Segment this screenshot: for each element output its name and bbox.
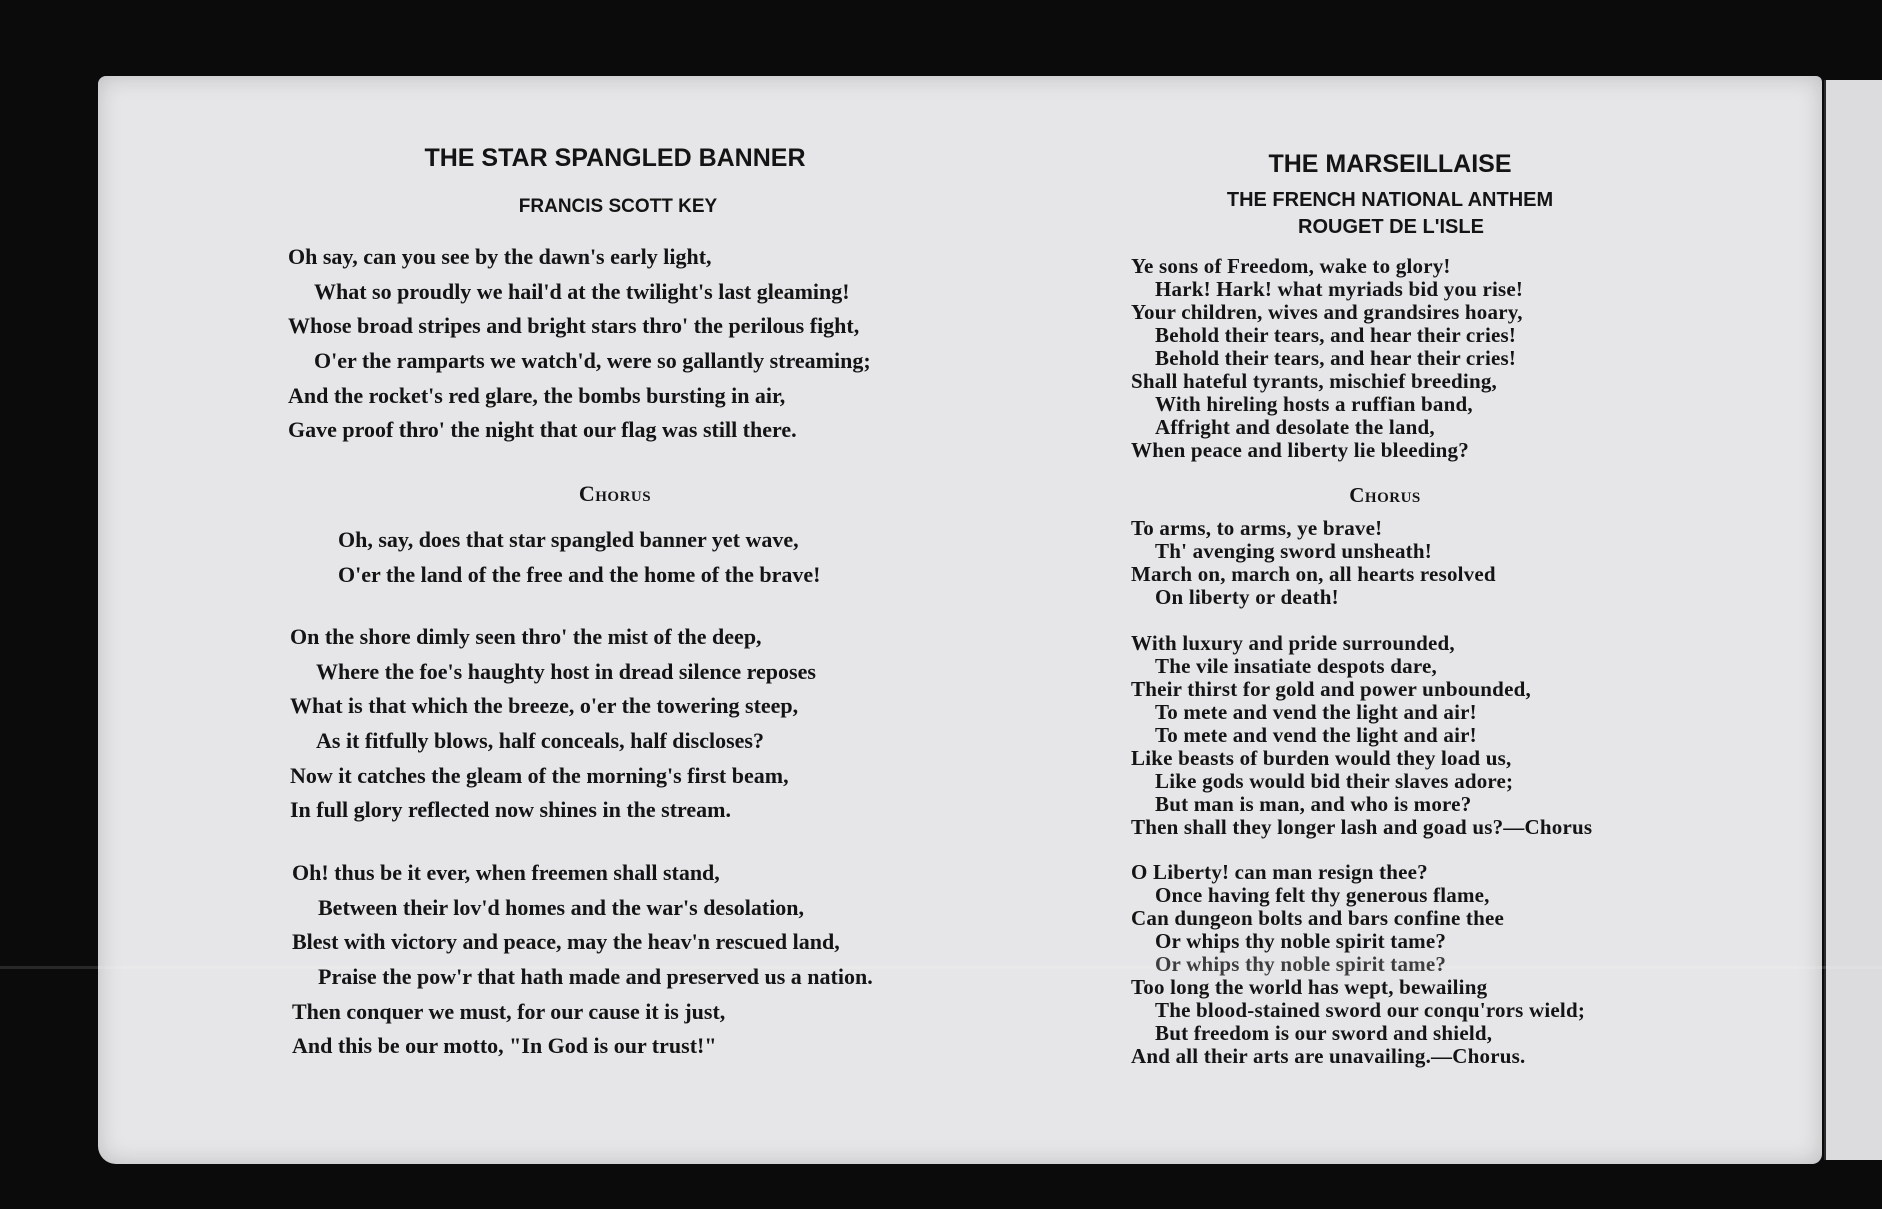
verse-line: Th' avenging sword unsheath! <box>1155 539 1432 563</box>
verse-line: Like beasts of burden would they load us, <box>1131 746 1512 770</box>
verse-line: Affright and desolate the land, <box>1155 415 1435 439</box>
verse-line: The vile insatiate despots dare, <box>1155 654 1437 678</box>
verse-line: But man is man, and who is more? <box>1155 792 1472 816</box>
verse-line: Like gods would bid their slaves adore; <box>1155 769 1514 793</box>
verse-line: What so proudly we hail'd at the twilight's last gleaming! <box>314 278 850 304</box>
verse-line: With luxury and pride surrounded, <box>1131 631 1455 655</box>
verse-line: Where the foe's haughty host in dread silence reposes <box>316 658 816 684</box>
verse-line: To arms, to arms, ye brave! <box>1131 516 1383 540</box>
verse-line: And this be our motto, "In God is our trust!" <box>292 1033 717 1059</box>
verse-line: Ye sons of Freedom, wake to glory! <box>1131 254 1451 278</box>
verse-line: Oh say, can you see by the dawn's early light, <box>288 244 712 269</box>
verse-line: To mete and vend the light and air! <box>1155 700 1477 724</box>
verse-line: Hark! Hark! what myriads bid you rise! <box>1155 277 1524 301</box>
next-page-edge <box>1824 80 1882 1160</box>
verse-line: O Liberty! can man resign thee? <box>1131 860 1428 884</box>
left-chorus <box>290 523 821 592</box>
verse-line: Can dungeon bolts and bars confine thee <box>1131 906 1505 930</box>
verse-line: With hireling hosts a ruffian band, <box>1155 392 1473 416</box>
verse-line: O'er the land of the free and the home of the brave! <box>338 561 821 587</box>
verse-line: When peace and liberty lie bleeding? <box>1131 438 1469 462</box>
verse-line: To mete and vend the light and air! <box>1155 723 1477 747</box>
verse-line: But freedom is our sword and shield, <box>1155 1021 1493 1045</box>
verse-line: And all their arts are unavailing.—Chorus. <box>1131 1044 1526 1068</box>
verse-line: Then conquer we must, for our cause it is just, <box>292 998 726 1024</box>
left-verse-3 <box>292 856 873 1064</box>
left-verse-1 <box>288 240 871 448</box>
right-verse-3 <box>1131 861 1585 1068</box>
left-author: FRANCIS SCOTT KEY <box>518 196 718 217</box>
right-verse-2 <box>1131 632 1592 839</box>
verse-line: Behold their tears, and hear their cries! <box>1155 323 1517 347</box>
verse-line: Oh, say, does that star spangled banner yet wave, <box>338 527 799 552</box>
verse-line: Behold their tears, and hear their cries! <box>1155 346 1517 370</box>
verse-line: Then shall they longer lash and goad us?—Chorus <box>1131 815 1593 839</box>
verse-line: Blest with victory and peace, may the heav'n rescued land, <box>292 929 840 955</box>
left-title: THE STAR SPANGLED BANNER <box>424 144 806 172</box>
verse-line: As it fitfully blows, half conceals, half discloses? <box>316 728 764 754</box>
verse-line: Gave proof thro' the night that our flag was still there. <box>288 417 797 443</box>
verse-line: Praise the pow'r that hath made and preserved us a nation. <box>318 964 873 990</box>
verse-line: March on, march on, all hearts resolved <box>1131 562 1496 586</box>
verse-line: Your children, wives and grandsires hoary, <box>1131 300 1523 324</box>
right-author: ROUGET DE L'ISLE <box>1298 216 1484 238</box>
verse-line: O'er the ramparts we watch'd, were so gallantly streaming; <box>314 348 871 374</box>
right-subtitle: THE FRENCH NATIONAL ANTHEM <box>1226 189 1554 211</box>
verse-line: On liberty or death! <box>1155 585 1339 609</box>
verse-line: Or whips thy noble spirit tame? <box>1155 929 1447 953</box>
left-verse-2 <box>290 620 816 828</box>
verse-line: Or whips thy noble spirit tame? <box>1155 952 1447 976</box>
verse-line: The blood-stained sword our conqu'rors wield; <box>1155 998 1586 1022</box>
right-chorus <box>1131 517 1496 609</box>
verse-line: In full glory reflected now shines in the stream. <box>290 797 731 823</box>
verse-line: What is that which the breeze, o'er the towering steep, <box>290 693 799 719</box>
left-chorus-heading: Chorus <box>578 481 652 506</box>
verse-line: Their thirst for gold and power unbounded, <box>1131 677 1531 701</box>
verse-line: Now it catches the gleam of the morning's first beam, <box>290 762 789 788</box>
right-verse-1 <box>1131 255 1523 462</box>
verse-line: Between their lov'd homes and the war's desolation, <box>318 894 805 920</box>
scan-line <box>0 966 1882 969</box>
verse-line: Whose broad stripes and bright stars thro' the perilous fight, <box>288 313 860 339</box>
verse-line: Oh! thus be it ever, when freemen shall stand, <box>292 860 720 885</box>
right-title: THE MARSEILLAISE <box>1268 150 1512 178</box>
verse-line: Once having felt thy generous flame, <box>1155 883 1490 907</box>
verse-line: And the rocket's red glare, the bombs bursting in air, <box>288 382 786 408</box>
verse-line: Too long the world has wept, bewailing <box>1131 975 1488 999</box>
verse-line: On the shore dimly seen thro' the mist of the deep, <box>290 624 762 649</box>
right-chorus-heading: Chorus <box>1349 483 1421 507</box>
verse-line: Shall hateful tyrants, mischief breeding, <box>1131 369 1497 393</box>
